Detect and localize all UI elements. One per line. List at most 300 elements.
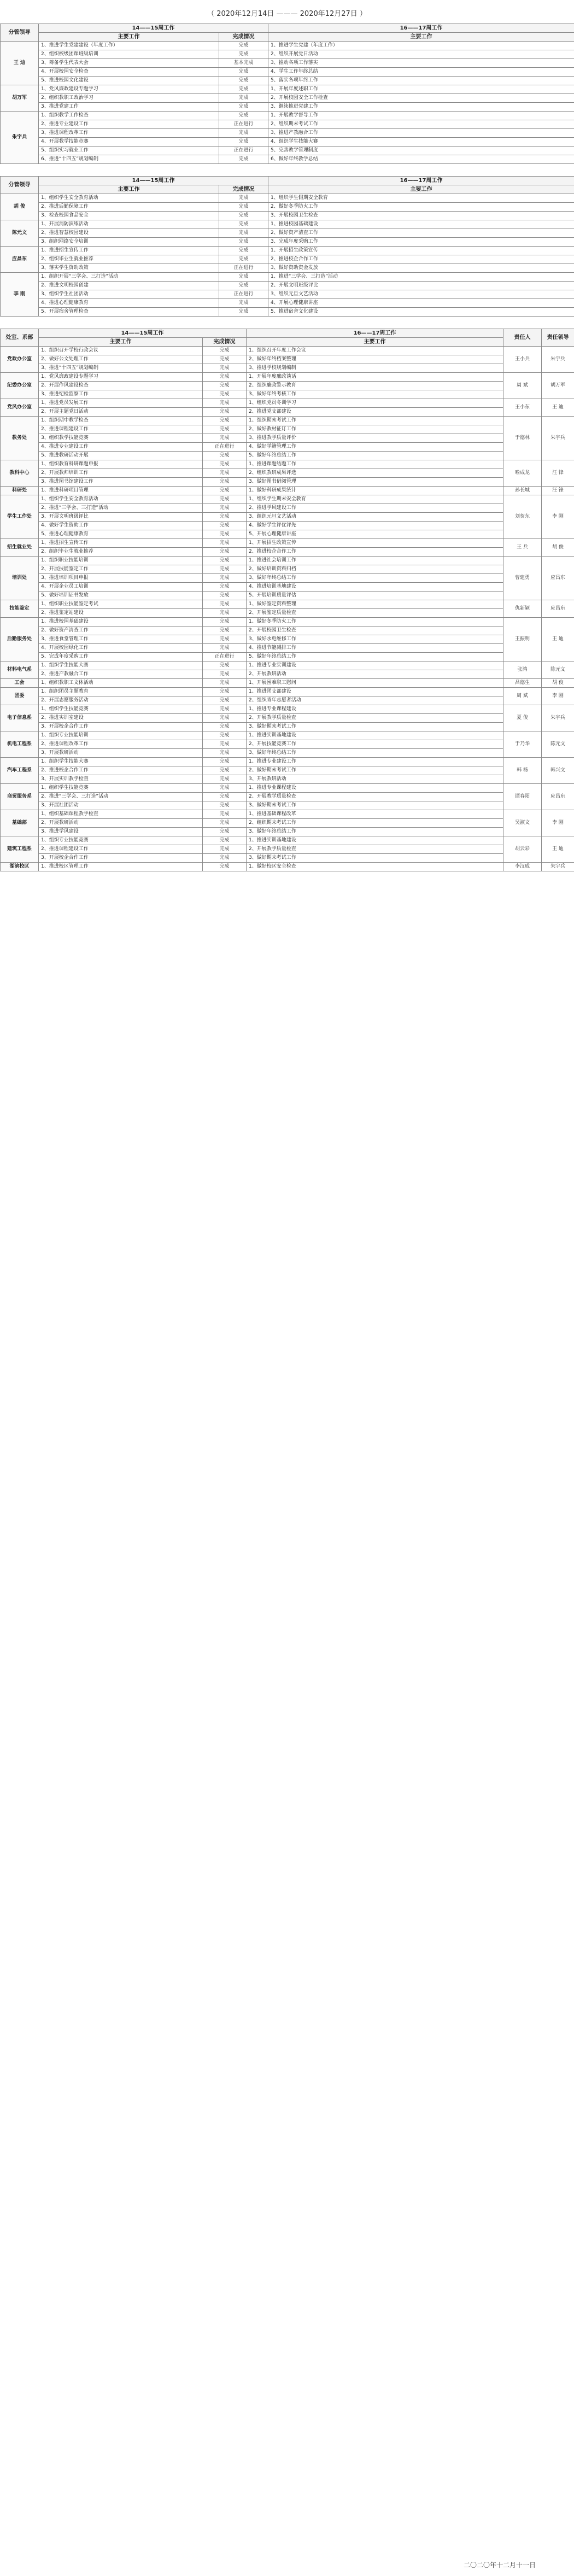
status-cell: 完成 — [203, 696, 247, 705]
table-row — [1, 635, 574, 644]
week2-task: 1、开展教学督导工作 — [268, 112, 574, 120]
status-cell: 完成 — [203, 390, 247, 399]
table-row — [1, 592, 574, 600]
department-name: 招生就业处 — [1, 539, 39, 557]
week2-task: 1、推进校园基础建设 — [268, 220, 574, 229]
table-row — [1, 836, 574, 845]
owner-name: 吴淑文 — [503, 810, 542, 836]
week1-task: 5、做好培训证书发放 — [39, 592, 203, 600]
week1-task: 2、推进“三学会、三打造”活动 — [39, 793, 203, 801]
week2-task: 3、推动各项工作落实 — [268, 59, 574, 68]
status-cell: 完成 — [203, 592, 247, 600]
week1-task: 1、组织职业技能培训 — [39, 557, 203, 565]
table-row — [1, 469, 574, 478]
week1-task: 2、开展志愿服务活动 — [39, 696, 203, 705]
responsible-leader: 李 刚 — [542, 688, 574, 705]
status-cell: 完成 — [219, 94, 268, 103]
status-cell: 完成 — [203, 522, 247, 530]
status-cell: 完成 — [219, 194, 268, 203]
week2-task: 1、组织召开年度工作会议 — [247, 347, 503, 355]
week2-task: 1、开展招生政策宣传 — [268, 247, 574, 255]
status-cell: 完成 — [219, 155, 268, 164]
table-row — [1, 618, 574, 627]
week2-task: 2、开展文明班级评比 — [268, 282, 574, 290]
department-name: 学生工作处 — [1, 495, 39, 539]
status-cell: 完成 — [203, 452, 247, 460]
status-cell: 完成 — [203, 828, 247, 836]
table-row — [1, 714, 574, 723]
department-name: 纪委办公室 — [1, 373, 39, 399]
week1-task: 2、推进实训室建设 — [39, 714, 203, 723]
owner-name: 胡云彩 — [503, 836, 542, 863]
week1-task: 5、推进心理健康教育 — [39, 530, 203, 539]
week2-task: 3、做好年终总结工作 — [247, 574, 503, 583]
week2-task: 4、学生工作年终总结 — [268, 68, 574, 77]
owner-name: 仇新颖 — [503, 600, 542, 618]
table-row — [1, 793, 574, 801]
week1-task: 2、推进课程改革工作 — [39, 740, 203, 749]
week1-task: 1、组织召开学校行政会议 — [39, 347, 203, 355]
owner-name: 孙长城 — [503, 487, 542, 495]
week1-task: 2、做好公文处理工作 — [39, 355, 203, 364]
table-row — [1, 59, 574, 68]
week1-task: 2、推进产教融合工作 — [39, 670, 203, 679]
table-row — [1, 147, 574, 155]
week1-task: 1、推进科研项目管理 — [39, 487, 203, 495]
week2-task: 2、推进校企合作工作 — [268, 255, 574, 264]
owner-name: 曹建勇 — [503, 557, 542, 600]
week1-task: 3、组织学生社团活动 — [39, 290, 219, 299]
leader-name: 胡万军 — [1, 85, 39, 112]
week1-task: 1、组织学生安全教育活动 — [39, 194, 219, 203]
week1-task: 4、做好学生资助工作 — [39, 522, 203, 530]
status-cell: 完成 — [203, 504, 247, 513]
department-name: 材料电气系 — [1, 661, 39, 679]
responsible-leader: 朱宇兵 — [542, 705, 574, 731]
week2-task: 1、组织期末考试工作 — [247, 417, 503, 425]
week1-task: 3、开展校企合作工作 — [39, 854, 203, 863]
owner-name: 于德林 — [503, 417, 542, 460]
status-cell: 完成 — [203, 661, 247, 670]
table-row — [1, 103, 574, 112]
week1-task: 2、推进鉴定站建设 — [39, 609, 203, 618]
responsible-leader: 王 迪 — [542, 836, 574, 863]
leader-name: 胡 俊 — [1, 194, 39, 220]
status-cell: 完成 — [203, 845, 247, 854]
owner-name: 王小兵 — [503, 347, 542, 373]
leader-name: 王 迪 — [1, 42, 39, 85]
week1-task: 3、推进纪检监察工作 — [39, 390, 203, 399]
table-row — [1, 220, 574, 229]
week1-task: 4、推进心理健康教育 — [39, 299, 219, 308]
week1-task: 2、做好资产清查工作 — [39, 627, 203, 635]
table-row — [1, 557, 574, 565]
status-cell: 完成 — [203, 513, 247, 522]
department-name: 技能鉴定 — [1, 600, 39, 618]
week1-task: 2、推进“三学会、三打造”活动 — [39, 504, 203, 513]
table-row — [1, 408, 574, 417]
status-cell: 完成 — [203, 399, 247, 408]
week2-task: 1、推进实训基地建设 — [247, 836, 503, 845]
table-row — [1, 522, 574, 530]
week1-task: 1、组织教育科研课题申报 — [39, 460, 203, 469]
status-cell: 完成 — [219, 229, 268, 238]
table-row — [1, 138, 574, 147]
status-cell: 完成 — [219, 50, 268, 59]
department-name: 商贸服务系 — [1, 784, 39, 810]
table-row — [1, 504, 574, 513]
owner-name: 刘贺东 — [503, 495, 542, 539]
table-row — [1, 120, 574, 129]
week2-task: 5、做好年终总结工作 — [247, 653, 503, 661]
table-row — [1, 644, 574, 653]
week2-task: 2、推进校企合作工作 — [247, 548, 503, 557]
status-cell: 完成 — [203, 609, 247, 618]
status-cell: 完成 — [203, 495, 247, 504]
status-cell: 完成 — [203, 810, 247, 819]
department-name: 湖滨校区 — [1, 863, 39, 871]
department-name: 电子信息系 — [1, 705, 39, 731]
week1-task: 1、组织学生技能大赛 — [39, 661, 203, 670]
status-cell: 完成 — [203, 434, 247, 443]
week2-task: 2、做好教材征订工作 — [247, 425, 503, 434]
week2-task: 3、开展校园卫生检查 — [268, 212, 574, 220]
department-name: 党风办公室 — [1, 399, 39, 417]
week1-header: 14——15周工作 — [39, 177, 268, 185]
week1-task: 1、组织专业技能竞赛 — [39, 836, 203, 845]
table-row — [1, 434, 574, 443]
responsible-leader: 朱宇兵 — [542, 863, 574, 871]
responsible-leader: 王 迪 — [542, 618, 574, 661]
week1-task: 3、开展校企合作工作 — [39, 723, 203, 731]
table-row — [1, 766, 574, 775]
week1-task: 1、党风廉政建设专题学习 — [39, 373, 203, 382]
table-row — [1, 347, 574, 355]
owner-name: 谭春阳 — [503, 784, 542, 810]
week1-task: 2、推进智慧校园建设 — [39, 229, 219, 238]
department-name: 教务处 — [1, 417, 39, 460]
table-row — [1, 565, 574, 574]
week2-task: 1、推进课题结题工作 — [247, 460, 503, 469]
table-row — [1, 129, 574, 138]
lead-header: 分管领导 — [1, 24, 39, 42]
table-row — [1, 247, 574, 255]
responsible-leader: 应昌东 — [542, 557, 574, 600]
table-row — [1, 212, 574, 220]
week1-task: 1、党风廉政建设专题学习 — [39, 85, 219, 94]
table-row — [1, 600, 574, 609]
week2-task: 3、做好期末考试工作 — [247, 854, 503, 863]
table-row — [1, 627, 574, 635]
table-row — [1, 819, 574, 828]
week2-task: 5、推进宿舍文化建设 — [268, 308, 574, 317]
responsible-leader: 胡 俊 — [542, 539, 574, 557]
table-row — [1, 705, 574, 714]
week2-task: 2、推进党支部建设 — [247, 408, 503, 417]
week2-task: 3、组织元旦文艺活动 — [268, 290, 574, 299]
responsible-leader: 汪 锋 — [542, 487, 574, 495]
dept-week1-header: 14——15周工作 — [39, 329, 247, 338]
week2-task: 2、组织期末考试工作 — [268, 120, 574, 129]
table-row — [1, 723, 574, 731]
status-cell: 完成 — [203, 408, 247, 417]
status-cell: 完成 — [203, 469, 247, 478]
status-cell: 完成 — [203, 819, 247, 828]
week2-task: 1、推进专业课程建设 — [247, 784, 503, 793]
department-name: 党政办公室 — [1, 347, 39, 373]
week1-task: 1、推进招生宣传工作 — [39, 539, 203, 548]
status-cell: 完成 — [219, 247, 268, 255]
table-row — [1, 264, 574, 273]
status-cell: 完成 — [203, 565, 247, 574]
week2-task: 5、做好年终总结工作 — [247, 452, 503, 460]
week1-task: 4、开展校园绿化工作 — [39, 644, 203, 653]
week2-task: 1、开展年度述职工作 — [268, 85, 574, 94]
week2-task: 1、推进实训基地建设 — [247, 731, 503, 740]
week2-task: 2、做好年终档案整理 — [247, 355, 503, 364]
table-row — [1, 112, 574, 120]
table-row — [1, 460, 574, 469]
week2-task: 2、开展校园安全工作检查 — [268, 94, 574, 103]
status-cell: 正在进行 — [203, 653, 247, 661]
week2-task: 2、开展教学质量检查 — [247, 845, 503, 854]
status-cell: 完成 — [219, 77, 268, 85]
week2-task: 2、开展鉴定质量检查 — [247, 609, 503, 618]
department-name: 工会 — [1, 679, 39, 688]
week2-task: 1、推进社会培训工作 — [247, 557, 503, 565]
week2-task: 3、推进学校规划编制 — [247, 364, 503, 373]
owner-name: 周 斌 — [503, 688, 542, 705]
week1-task: 1、组织期中教学检查 — [39, 417, 203, 425]
dept-week2-header: 16——17周工作 — [247, 329, 503, 338]
week2-task: 3、做好图书借阅管理 — [247, 478, 503, 487]
table-row — [1, 390, 574, 399]
week1-task: 1、组织学生安全教育活动 — [39, 495, 203, 504]
week1-task: 3、组织教学技能竞赛 — [39, 434, 203, 443]
week2-task: 1、做好校区安全检查 — [247, 863, 503, 871]
week2-task: 3、推进教学质量评价 — [247, 434, 503, 443]
table-row — [1, 77, 574, 85]
week1-task: 3、落实学生资助政策 — [39, 264, 219, 273]
week2-task: 2、开展教学质量检查 — [247, 793, 503, 801]
owner-name: 周 斌 — [503, 373, 542, 399]
leader-name: 应昌东 — [1, 247, 39, 273]
leaders-table-1 — [0, 24, 574, 164]
table-row — [1, 609, 574, 618]
table-row — [1, 775, 574, 784]
week1-task: 1、推进招生宣传工作 — [39, 247, 219, 255]
status-cell: 完成 — [203, 836, 247, 845]
owner-name: 于乃华 — [503, 731, 542, 758]
week1-task: 1、组织学生技能大赛 — [39, 758, 203, 766]
status-cell: 完成 — [203, 749, 247, 758]
table-row — [1, 94, 574, 103]
responsible-leader: 李 刚 — [542, 495, 574, 539]
table-row — [1, 583, 574, 592]
week1-task: 2、组织毕业生就业推荐 — [39, 255, 219, 264]
owner-name: 王振明 — [503, 618, 542, 661]
owner-name: 韩 杨 — [503, 758, 542, 784]
week2-task: 1、推进专业实训建设 — [247, 661, 503, 670]
status-cell: 完成 — [203, 670, 247, 679]
status-cell: 完成 — [203, 548, 247, 557]
week1-task: 3、开展实训教学检查 — [39, 775, 203, 784]
status-cell: 完成 — [203, 723, 247, 731]
table-row — [1, 355, 574, 364]
status-header: 完成情况 — [219, 33, 268, 42]
week2-task: 3、做好年终总结工作 — [247, 828, 503, 836]
department-name: 教科中心 — [1, 460, 39, 487]
week2-task: 2、开展技能竞赛工作 — [247, 740, 503, 749]
table-row — [1, 801, 574, 810]
table-row — [1, 203, 574, 212]
status-cell: 完成 — [203, 373, 247, 382]
status-cell: 完成 — [203, 731, 247, 740]
week1-task: 3、检查校园食品安全 — [39, 212, 219, 220]
status-cell: 完成 — [219, 220, 268, 229]
status-cell: 完成 — [203, 758, 247, 766]
status-cell: 正在进行 — [219, 290, 268, 299]
status-cell: 完成 — [203, 557, 247, 565]
table-row — [1, 42, 574, 50]
week2-task: 1、推进专业课程建设 — [247, 705, 503, 714]
main-work-header: 主要工作 — [39, 185, 219, 194]
status-cell: 完成 — [203, 714, 247, 723]
week2-task: 3、做好期末考试工作 — [247, 723, 503, 731]
week2-task: 3、推进产教融合工作 — [268, 129, 574, 138]
week2-task: 3、做好期末考试工作 — [247, 801, 503, 810]
week1-task: 3、推进食堂管理工作 — [39, 635, 203, 644]
week2-task: 3、做好年终总结工作 — [247, 749, 503, 758]
week2-task: 2、组织教研成果评选 — [247, 469, 503, 478]
status-cell: 完成 — [203, 574, 247, 583]
status-cell: 完成 — [203, 854, 247, 863]
table-row — [1, 273, 574, 282]
week1-task: 2、开展作风建设检查 — [39, 382, 203, 390]
table-row — [1, 661, 574, 670]
week1-task: 1、组织职业技能鉴定考试 — [39, 600, 203, 609]
week1-task: 3、开展社团活动 — [39, 801, 203, 810]
table-row — [1, 670, 574, 679]
week2-task: 1、做好鉴定资料整理 — [247, 600, 503, 609]
week2-task: 5、完善教学管理制度 — [268, 147, 574, 155]
week2-task: 5、开展培训质量评估 — [247, 592, 503, 600]
table-row — [1, 399, 574, 408]
table-row — [1, 854, 574, 863]
owner-name: 王小东 — [503, 399, 542, 417]
week2-task: 5、落实各项年终工作 — [268, 77, 574, 85]
week1-task: 5、完成年度采购工作 — [39, 653, 203, 661]
table-row — [1, 487, 574, 495]
week1-task: 2、推进后勤保障工作 — [39, 203, 219, 212]
week1-task: 6、推进“十四五”规划编制 — [39, 155, 219, 164]
department-name: 汽车工程系 — [1, 758, 39, 784]
week1-task: 3、推进图书馆建设工作 — [39, 478, 203, 487]
department-name: 团委 — [1, 688, 39, 705]
week1-task: 1、推进校园基础建设 — [39, 618, 203, 627]
status-cell: 完成 — [203, 740, 247, 749]
status-cell: 完成 — [203, 705, 247, 714]
departments-table — [0, 329, 574, 871]
responsible-leader: 汪 锋 — [542, 460, 574, 487]
week1-task: 2、推进课程建设工作 — [39, 425, 203, 434]
department-name: 后勤服务处 — [1, 618, 39, 661]
week2-task: 1、推进基础课程改革 — [247, 810, 503, 819]
department-name: 基础部 — [1, 810, 39, 836]
status-cell: 完成 — [203, 793, 247, 801]
week2-task: 4、组织学生技能大赛 — [268, 138, 574, 147]
status-cell: 完成 — [203, 460, 247, 469]
week1-task: 1、推进校区管理工作 — [39, 863, 203, 871]
table-row — [1, 50, 574, 59]
table-row — [1, 364, 574, 373]
leader-header: 责任领导 — [542, 329, 574, 347]
status-cell: 完成 — [203, 644, 247, 653]
main-work-header-2: 主要工作 — [268, 33, 574, 42]
status-cell: 完成 — [203, 355, 247, 364]
table-row — [1, 255, 574, 264]
responsible-leader: 胡万军 — [542, 373, 574, 399]
week2-task: 1、做好冬季防火工作 — [247, 618, 503, 627]
status-cell: 完成 — [219, 255, 268, 264]
table-row — [1, 382, 574, 390]
table-row — [1, 443, 574, 452]
week1-task: 1、推进党员发展工作 — [39, 399, 203, 408]
table-row — [1, 513, 574, 522]
responsible-leader: 王 迪 — [542, 399, 574, 417]
status-header: 完成情况 — [219, 185, 268, 194]
status-cell: 完成 — [219, 282, 268, 290]
week2-header: 16——17周工作 — [268, 24, 574, 33]
week1-task: 3、开展文明班级评比 — [39, 513, 203, 522]
table-row — [1, 749, 574, 758]
status-cell: 完成 — [203, 863, 247, 871]
table-row — [1, 653, 574, 661]
status-cell: 完成 — [203, 801, 247, 810]
responsible-leader: 韩兴文 — [542, 758, 574, 784]
status-cell: 完成 — [203, 478, 247, 487]
table-row — [1, 417, 574, 425]
week2-task: 4、做好学籍管理工作 — [247, 443, 503, 452]
status-cell: 完成 — [203, 364, 247, 373]
week1-task: 2、组织毕业生就业推荐 — [39, 548, 203, 557]
status-cell: 完成 — [219, 85, 268, 94]
week2-task: 1、推进“三学会、三打造”活动 — [268, 273, 574, 282]
week2-task: 3、做好资助资金发放 — [268, 264, 574, 273]
leader-name: 李 刚 — [1, 273, 39, 317]
week1-task: 2、推进校企合作工作 — [39, 766, 203, 775]
department-name: 科研处 — [1, 487, 39, 495]
owner-name: 夏 俊 — [503, 705, 542, 731]
week1-task: 5、开展宿舍管理检查 — [39, 308, 219, 317]
week1-task: 3、推进课程改革工作 — [39, 129, 219, 138]
table-row — [1, 495, 574, 504]
main-work-header-2: 主要工作 — [268, 185, 574, 194]
week2-task: 3、完成年度采购工作 — [268, 238, 574, 247]
status-cell: 完成 — [203, 530, 247, 539]
week2-task: 1、开展招生政策宣传 — [247, 539, 503, 548]
week2-task: 4、开展心理健康讲座 — [268, 299, 574, 308]
week2-task: 2、组织青年志愿者活动 — [247, 696, 503, 705]
responsible-leader: 应昌东 — [542, 784, 574, 810]
status-cell: 完成 — [203, 618, 247, 627]
table-row — [1, 696, 574, 705]
table-row — [1, 845, 574, 854]
week1-task: 5、推进校园文化建设 — [39, 77, 219, 85]
week1-task: 4、推进专业建设工作 — [39, 443, 203, 452]
week2-task: 3、做好水电维修工作 — [247, 635, 503, 644]
leader-name: 陈元文 — [1, 220, 39, 247]
